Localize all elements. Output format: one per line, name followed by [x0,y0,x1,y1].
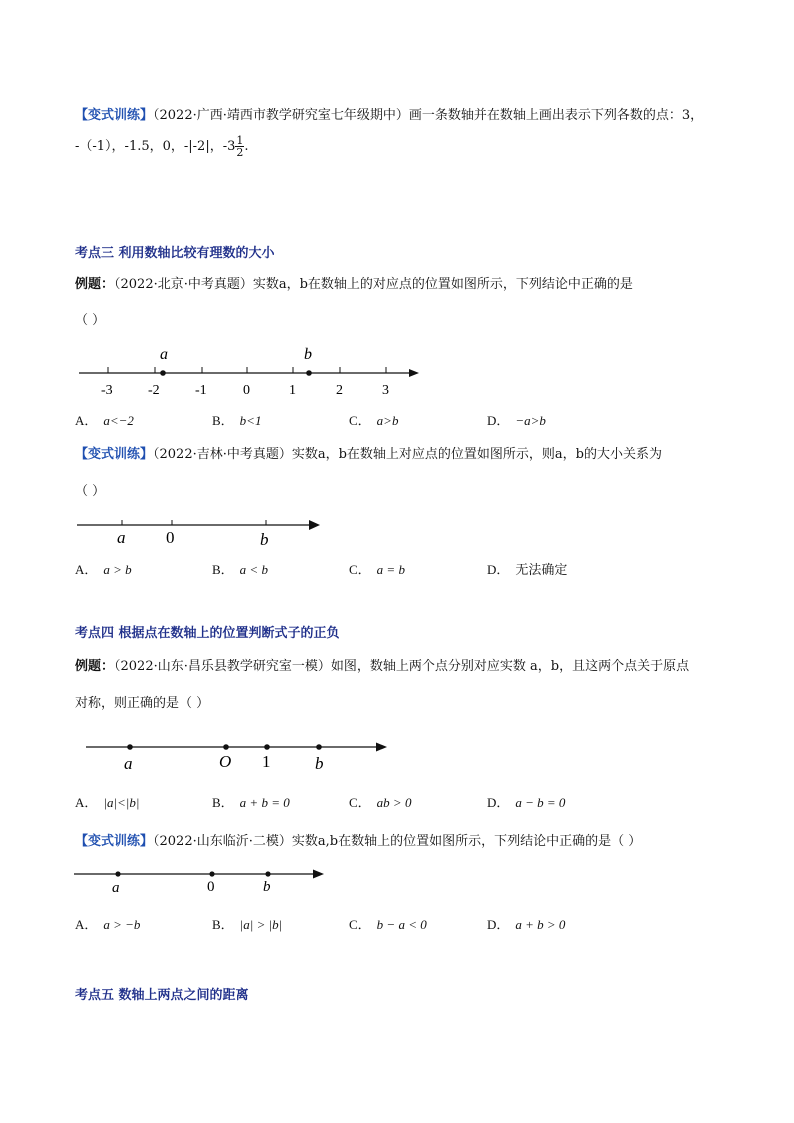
label-b: b [315,754,324,773]
example-text: （2022·山东·昌乐县教学研究室一模）如图，数轴上两个点分别对应实数 a，b，且这两个点关于原点 [114,659,690,674]
point-a [115,871,120,876]
tick-label: -3 [101,383,113,398]
option-letter: D． [487,562,510,577]
example-4-line2: 对称，则正确的是（ ） [75,696,210,711]
tick-label: 0 [243,383,250,398]
option-letter: A． [75,562,98,577]
option-letter: D． [487,795,510,810]
option-text: a<−2 [103,413,134,428]
variant-source: （2022·广西·靖西市教学研究室七年级期中） [153,108,409,123]
point-b [306,370,312,376]
option-letter: C． [349,917,371,932]
option-text: a > −b [103,917,141,932]
option-letter: B． [212,562,234,577]
option-text: a + b = 0 [239,795,290,810]
example-text: （2022·北京·中考真题）实数a，b在数轴上的对应点的位置如图所示，下列结论中正确的是 [114,277,633,292]
option-text: a + b > 0 [515,917,566,932]
variant-training-2 [75,443,662,462]
option-text: |a|<|b| [103,795,140,810]
label-zero: 0 [207,879,215,895]
option-letter: C． [349,413,371,428]
variant-option-b[interactable] [212,559,268,578]
option-text: −a>b [515,413,546,428]
variant-text: （2022·山东临沂·二模）实数a,b在数轴上的位置如图所示，下列结论中正确的是（ ） [153,834,642,849]
option-text: a>b [376,413,399,428]
option-letter: C． [349,795,371,810]
label-one: 1 [262,752,271,771]
point-zero [209,871,214,876]
tick-label: 2 [336,383,343,398]
number-list: -（-1），-1.5，0，-|-2|，-3 [75,139,236,154]
point-b [316,744,322,750]
option-b[interactable] [212,792,290,811]
point-b [265,871,270,876]
point-a [160,370,166,376]
option-letter: C． [349,562,371,577]
variant-option-b[interactable] [212,914,282,933]
number-line-2 [75,515,330,551]
answer-paren: （ ） [75,484,106,499]
option-b[interactable] [212,410,261,429]
label-a: a [124,754,133,773]
label-a: a [117,528,126,547]
number-line-3 [80,735,400,777]
variant-tag: 【变式训练】 [75,447,154,462]
variant-tag: 【变式训练】 [75,108,154,123]
tick-label: 1 [289,383,296,398]
option-letter: A． [75,917,98,932]
variant-option-d[interactable] [487,914,565,933]
label-origin: O [219,752,232,771]
tick-label: 3 [382,383,389,398]
option-text: a < b [239,562,268,577]
option-c[interactable] [349,410,398,429]
variant-text: （2022·吉林·中考真题）实数a，b在数轴上对应点的位置如图所示，则a，b的大小关系为 [153,447,663,462]
example-label: 例题： [75,659,115,674]
tick-label: -1 [195,383,207,398]
section-3-heading: 考点三 利用数轴比较有理数的大小 [75,246,275,261]
section-4-heading: 考点四 根据点在数轴上的位置判断式子的正负 [75,626,340,641]
label-a: a [112,880,120,896]
example-4 [75,655,689,674]
option-text: b − a < 0 [376,917,427,932]
number-line-1 [75,340,425,400]
variant-training-3 [75,830,641,849]
option-text: ab > 0 [376,795,412,810]
option-letter: B． [212,413,234,428]
option-d[interactable] [487,792,565,811]
variant-tag: 【变式训练】 [75,834,154,849]
option-a[interactable] [75,410,134,429]
variant-training-1-line2 [75,135,249,158]
option-letter: A． [75,413,98,428]
example-3 [75,273,633,292]
label-b: b [260,530,269,549]
option-d[interactable] [487,410,546,429]
option-text: b<1 [239,413,262,428]
point-origin [223,744,229,750]
option-a[interactable] [75,792,139,811]
option-letter: B． [212,795,234,810]
option-text: a = b [376,562,405,577]
label-b: b [263,879,271,895]
point-one [264,744,270,750]
fraction-denominator: 2 [236,146,244,159]
point-a [127,744,133,750]
variant-text: 画一条数轴并在数轴上画出表示下列各数的点：3， [408,108,704,123]
answer-paren: （ ） [75,313,106,328]
variant-option-c[interactable] [349,914,427,933]
option-text: a > b [103,562,132,577]
number-line-4 [72,862,332,896]
option-letter: D． [487,413,510,428]
label-a: a [160,346,168,363]
variant-option-c[interactable] [349,559,405,578]
option-text: |a| > |b| [239,917,283,932]
option-letter: D． [487,917,510,932]
section-5-heading: 考点五 数轴上两点之间的距离 [75,988,249,1003]
variant-option-a[interactable] [75,914,140,933]
option-letter: A． [75,795,98,810]
option-text: 无法确定 [515,562,568,577]
variant-training-1 [75,104,703,123]
period: . [244,139,249,154]
example-label: 例题： [75,277,115,292]
option-letter: B． [212,917,234,932]
label-b: b [304,346,312,363]
tick-label: -2 [148,383,160,398]
variant-option-d[interactable] [487,559,567,578]
variant-option-a[interactable] [75,559,132,578]
option-text: a − b = 0 [515,795,566,810]
option-c[interactable] [349,792,411,811]
label-zero: 0 [166,528,175,547]
fraction-numerator: 1 [236,134,244,147]
